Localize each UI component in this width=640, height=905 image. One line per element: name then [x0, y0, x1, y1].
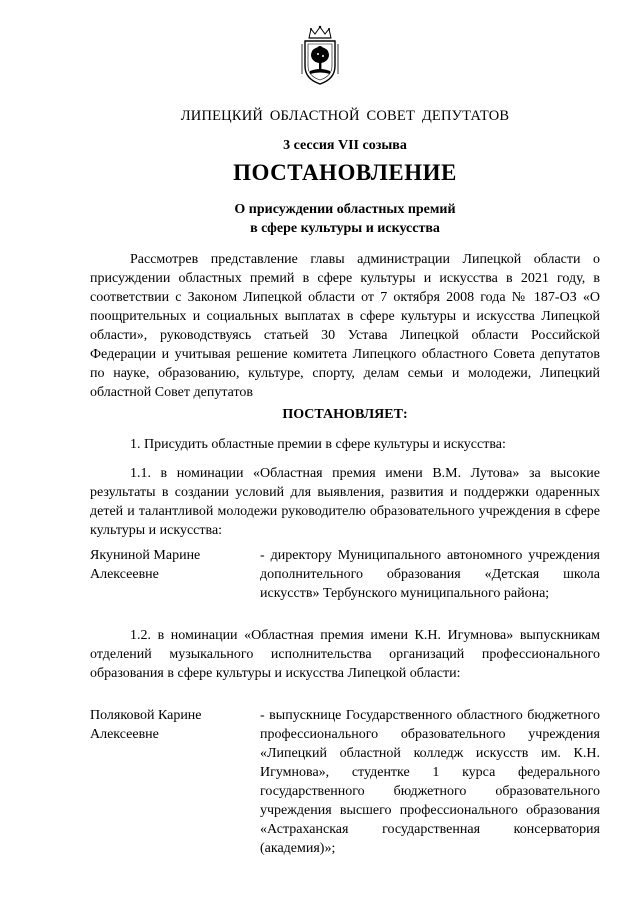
council-name: ЛИПЕЦКИЙ ОБЛАСТНОЙ СОВЕТ ДЕПУТАТОВ	[180, 108, 510, 124]
clause-1-2: 1.2. в номинации «Областная премия имени К.Н. Игумнова» выпускникам отделений музыкального исполнительства организаций профессионального образования в сфере культуры и искусства Липецкой области:	[90, 628, 600, 681]
coat-of-arms-icon	[300, 24, 340, 86]
awardee-name: Якуниной Марине Алексеевне	[90, 548, 201, 582]
decree-heading: ПОСТАНОВЛЯЕТ:	[282, 407, 408, 422]
awardee-name: Поляковой Карине Алексеевне	[90, 708, 202, 742]
clause-1: 1. Присудить областные премии в сфере культуры и искусства:	[130, 437, 506, 452]
document-type: ПОСТАНОВЛЕНИЕ	[233, 160, 457, 185]
intro-paragraph: Рассмотрев представление главы администрации Липецкой области о присуждении областных премий в сфере культуры и искусства в 2021 году, в соответствии с Законом Липецкой области от 7 октября 2008 года № 187-ОЗ «О поощрительных и социальных выплатах в сфере культуры и искусства Липецкой области», руководствуясь статьей 30 Устава Липецкой области Российской Федерации и учитывая решение комитета Липецкого областного Совета депутатов по науке, образованию, культуре, спорту, делам семьи и молодежи, Липецкий областной Совет депутатов	[90, 252, 600, 400]
clause-1-1: 1.1. в номинации «Областная премия имени В.М. Лутова» за высокие результаты в создании условий для выявления, развития и поддержки одаренных детей и талантливой молодежи руководителю образовательного учреждения в сфере культуры и искусства:	[90, 466, 600, 538]
subject-line-2: в сфере культуры и искусства	[250, 221, 440, 236]
awardee-description: - выпускнице Государственного областного бюджетного профессионального образовательного учреждения «Липецкий областной колледж искусств им. К.Н. Игумнова», студентке 1 курса федерального государственного бюджетного образовательного учреждения высшего профессионального образования «Астраханская государственная консерватория (академия)»;	[260, 708, 600, 856]
document-subject	[90, 200, 600, 238]
subject-line-1: О присуждении областных премий	[234, 202, 456, 217]
awardee-description: - директору Муниципального автономного учреждения дополнительного образования «Детская школа искусств» Тербунского муниципального района;	[260, 548, 600, 601]
session-number: 3 сессия VII созыва	[283, 138, 407, 153]
